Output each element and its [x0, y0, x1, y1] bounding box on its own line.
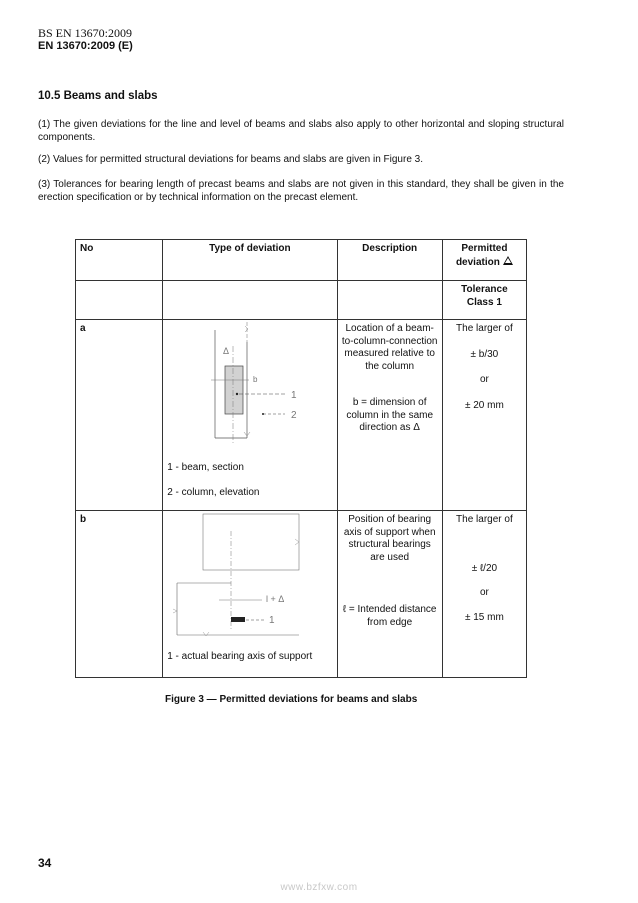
- header-permitted: [442, 240, 526, 281]
- empty-cell: [76, 281, 163, 320]
- l-delta-label: l + Δ: [266, 594, 285, 604]
- description-text: Position of bearing axis of support when structural bearings are used: [343, 514, 436, 563]
- row-permitted: [442, 511, 526, 678]
- table-header-row: [76, 240, 527, 281]
- deviation-figure-cell: [163, 320, 337, 511]
- permitted-line: ± 15 mm: [464, 611, 504, 623]
- description-note: ℓ = Intended distance from edge: [342, 604, 437, 628]
- standard-code-en: EN 13670:2009 (E): [38, 40, 133, 52]
- description-text: Location of a beam-to-column-connection measured relative to the column: [341, 323, 438, 372]
- label-2: 2: [291, 410, 297, 421]
- header-type: Type of deviation: [163, 240, 337, 281]
- row-no: b: [76, 511, 163, 678]
- standard-code: BS EN 13670:2009: [38, 26, 133, 40]
- legend-item: 1 - actual bearing axis of support: [167, 651, 313, 662]
- row-permitted: [442, 320, 526, 511]
- deviation-figure-cell: [163, 511, 337, 678]
- deviation-table: [75, 239, 527, 678]
- header-no: No: [76, 240, 163, 281]
- legend-item: 2 - column, elevation: [167, 487, 260, 498]
- label-1: 1: [291, 390, 297, 401]
- paragraph-3: (3) Tolerances for bearing length of precast beams and slabs are not given in this standard, they shall be given in the erection specification or by technical information on the precast element.: [38, 179, 564, 203]
- permitted-line: The larger of: [456, 323, 513, 334]
- permitted-line: The larger of: [456, 514, 513, 525]
- legend-item: 1 - beam, section: [167, 462, 244, 473]
- table-row: [76, 320, 527, 511]
- b-label: b: [253, 375, 258, 384]
- watermark: www.bzfxw.com: [280, 882, 358, 893]
- empty-cell: [163, 281, 337, 320]
- bearing-support-figure: [167, 511, 332, 641]
- row-description: [337, 320, 442, 511]
- paragraph-1: (1) The given deviations for the line and level of beams and slabs also apply to other horizontal and sloping structural components.: [38, 119, 564, 143]
- empty-cell: [337, 281, 442, 320]
- permitted-line: ± 20 mm: [464, 399, 504, 411]
- row-no: a: [76, 320, 163, 511]
- permitted-line: or: [479, 587, 489, 598]
- page-number: 34: [38, 856, 52, 870]
- row-description: [337, 511, 442, 678]
- description-note: b = dimension of column in the same direction as Δ: [346, 397, 434, 433]
- delta-triangle-icon: [503, 256, 513, 265]
- paragraph-2: (2) Values for permitted structural deviations for beams and slabs are given in Figure 3.: [38, 154, 423, 165]
- tolerance-class-row: [76, 281, 527, 320]
- permitted-line: ± b/30: [470, 348, 499, 360]
- delta-label: Δ: [223, 346, 230, 356]
- figure-caption: Figure 3 — Permitted deviations for beams and slabs: [165, 694, 418, 705]
- beam-column-figure: [167, 320, 332, 460]
- header-permitted-label: Permitted deviation: [455, 243, 508, 268]
- table-row: [76, 511, 527, 678]
- permitted-line: or: [479, 374, 489, 385]
- header-description: Description: [337, 240, 442, 281]
- label-1: 1: [269, 615, 275, 626]
- section-title: 10.5 Beams and slabs: [38, 90, 158, 102]
- tolerance-class: Tolerance Class 1: [442, 281, 526, 320]
- permitted-line: ± ℓ/20: [471, 562, 498, 574]
